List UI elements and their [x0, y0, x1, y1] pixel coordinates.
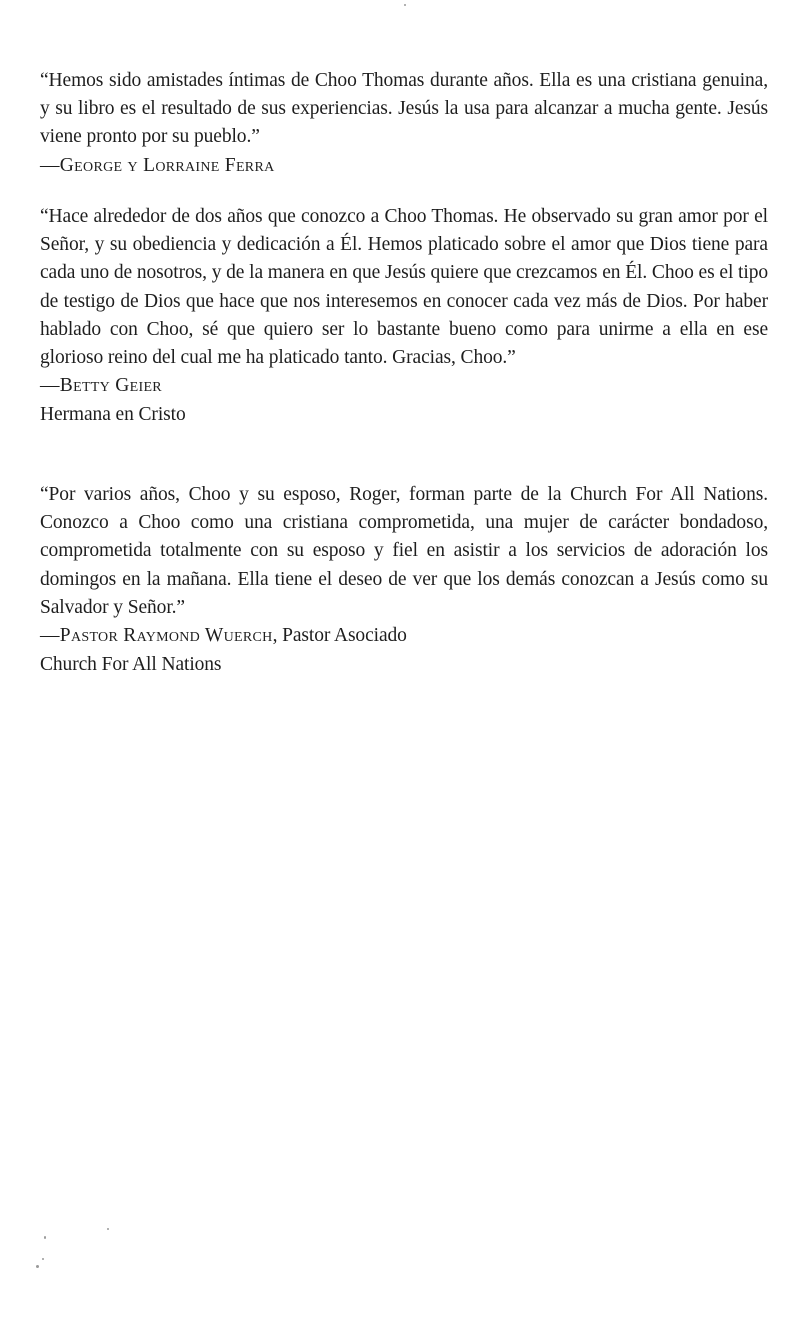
testimonial-geier [40, 203, 768, 429]
testimonial-author-role: Hermana en Cristo [40, 403, 186, 425]
scan-speck [44, 1236, 46, 1239]
testimonial-wuerch [40, 481, 768, 679]
testimonial-quote: “Hemos sido amistades íntimas de Choo Thomas durante años. Ella es una cristiana genuina, y su libro es el resultado de sus experiencias. Jesús la usa para alcanzar a mucha gente. Jesús viene pronto por su pueblo.” [40, 70, 768, 148]
scan-speck [107, 1228, 109, 1230]
scan-speck [36, 1265, 39, 1268]
author-name: —George y Lorraine Ferra [40, 154, 275, 176]
testimonial-author-role: Church For All Nations [40, 653, 222, 675]
scan-speck [42, 1258, 44, 1260]
testimonial-quote: “Hace alrededor de dos años que conozco a Choo Thomas. He observado su gran amor por el Señor, y su obediencia y dedicación a Él. Hemos platicado sobre el amor que Dios tiene para cada uno de nosotros, y de la manera en que Jesús quiere que crezcamos en Él. Choo es el tipo de testigo de Dios que hace que nos interesemos en conocer cada vez más de Dios. Por haber hablado con Choo, sé que quiero ser lo bastante bueno como para unirme a ella en ese glorioso reino del cual me ha platicado tanto. Gracias, Choo.” [40, 206, 768, 369]
author-title: , Pastor Asociado [272, 625, 407, 647]
testimonial-author [40, 622, 768, 651]
scan-speck [404, 4, 406, 6]
testimonial-ferra [40, 67, 768, 180]
author-name: —Pastor Raymond Wuerch [40, 625, 273, 647]
testimonial-quote: “Por varios años, Choo y su esposo, Roger, forman parte de la Church For All Nations. Conozco a Choo como una cristiana comprometida, una mujer de carácter bondadoso, comprometida totalmente con su esposo y fiel en asistir a los servicios de adoración los domingos en la mañana. Ella tiene el deseo de ver que los demás conozcan a Jesús como su Salvador y Señor.” [40, 484, 768, 618]
author-name: —Betty Geier [40, 375, 162, 397]
testimonial-author [40, 372, 768, 401]
testimonial-author [40, 152, 768, 181]
